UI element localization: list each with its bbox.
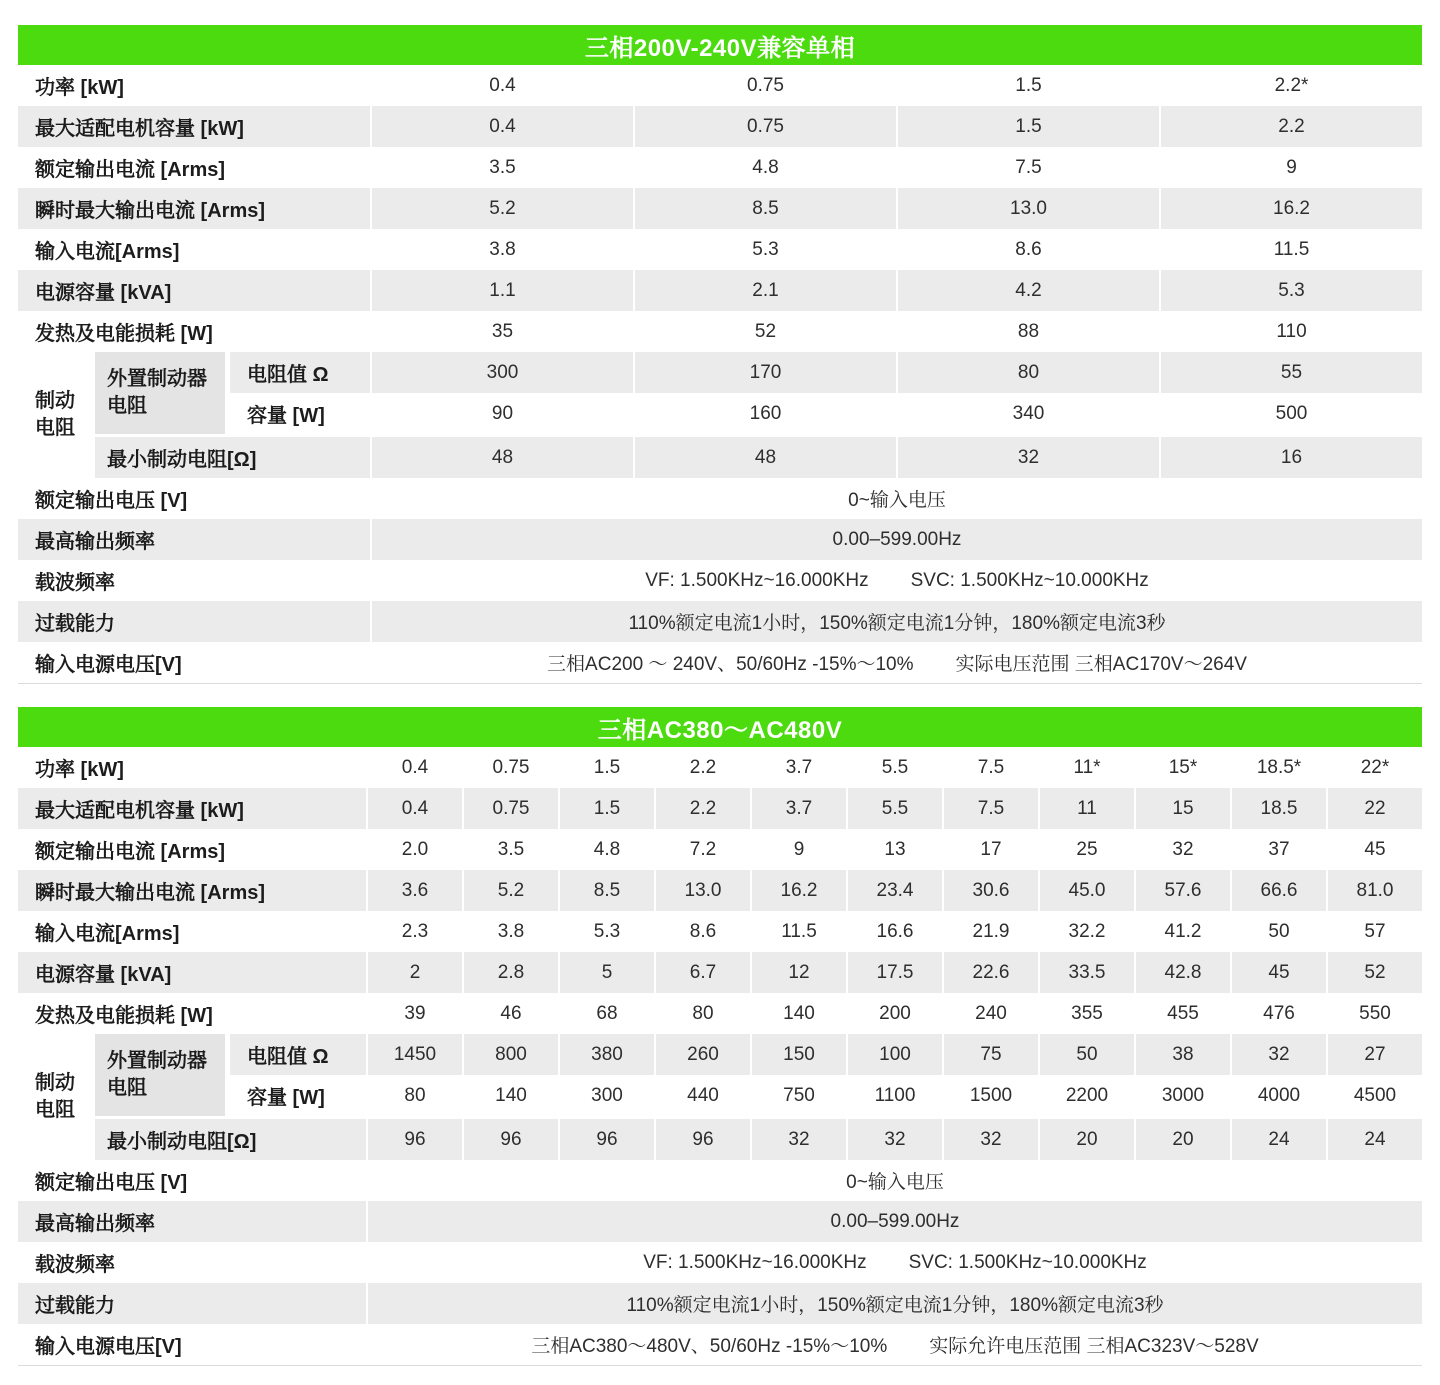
row-label: 最大适配电机容量 [kW] [18, 788, 366, 829]
value-cell: 2200 [1065, 1084, 1109, 1106]
value-cell: 5.5 [881, 756, 909, 778]
value-cell: 16 [1161, 437, 1422, 478]
spec-row [18, 188, 1422, 229]
row-label: 额定输出电压 [V] [35, 490, 188, 512]
spec-row [18, 952, 1422, 993]
value-cell: 33.5 [1040, 952, 1134, 993]
value-cell: 5.2 [372, 188, 633, 229]
row-label: 电阻值 Ω [230, 352, 370, 393]
full-row [18, 1201, 1422, 1242]
spec-row [18, 65, 1422, 106]
value-cell: 140 [783, 1002, 815, 1024]
value-cell: 39 [404, 1002, 426, 1024]
full-row [18, 519, 1422, 560]
table-three-phase-200v-body [18, 65, 1422, 684]
brake-sub-row [230, 352, 1422, 393]
row-value [368, 1283, 1422, 1324]
value-cell: 1.5 [898, 106, 1159, 147]
value-cell: 20 [1136, 1119, 1230, 1160]
value-cell: 11.5 [781, 920, 817, 942]
brake-sub-row [230, 393, 1422, 434]
value-cell: 0.4 [489, 74, 516, 96]
value-cell: 300 [591, 1084, 623, 1106]
full-row [18, 560, 1422, 601]
label-line: 外置制动器 [107, 1050, 207, 1072]
spec-row [18, 788, 1422, 829]
brake-external-label [95, 352, 225, 434]
row-value [372, 560, 1422, 601]
full-row [18, 1242, 1422, 1283]
value-cell: 140 [495, 1084, 527, 1106]
value-part: 0.00–599.00Hz [830, 1210, 960, 1232]
value-cell: 46 [500, 1002, 522, 1024]
value-cell: 48 [635, 437, 896, 478]
value-cell: 5.3 [1161, 270, 1422, 311]
value-cell: 35 [491, 320, 514, 342]
brake-right [95, 1034, 1422, 1160]
value-cell: 27 [1328, 1034, 1422, 1075]
value-cell: 3000 [1161, 1084, 1205, 1106]
table-three-phase-380v-body [18, 747, 1422, 1366]
row-label: 发热及电能损耗 [W] [35, 1005, 213, 1027]
value-cell: 41.2 [1164, 920, 1202, 942]
value-cell: 80 [404, 1084, 426, 1106]
full-row [18, 1283, 1422, 1324]
value-cell: 5 [560, 952, 654, 993]
label-line: 外置制动器 [107, 368, 207, 390]
row-label: 最小制动电阻[Ω] [95, 1119, 366, 1160]
value-cell: 45 [1364, 838, 1386, 860]
value-cell: 2.3 [401, 920, 429, 942]
table-three-phase-380v-header [18, 707, 1422, 747]
min-brake-row [95, 437, 1422, 478]
value-cell: 52 [1328, 952, 1422, 993]
value-cell: 90 [491, 402, 514, 424]
row-label: 载波频率 [35, 1254, 115, 1276]
value-cell: 32 [1172, 838, 1194, 860]
full-row [18, 1160, 1422, 1201]
value-cell: 1.1 [372, 270, 633, 311]
value-cell: 8.6 [1015, 238, 1042, 260]
value-cell: 17.5 [848, 952, 942, 993]
value-cell: 48 [372, 437, 633, 478]
value-cell: 0.75 [492, 756, 530, 778]
value-cell: 2.2 [656, 788, 750, 829]
value-cell: 150 [752, 1034, 846, 1075]
value-cell: 20 [1040, 1119, 1134, 1160]
value-part: 110%额定电流1小时，150%额定电流1分钟，180%额定电流3秒 [628, 613, 1166, 634]
value-part: VF: 1.500KHz~16.000KHz [643, 1251, 867, 1273]
brake-sub-row [230, 1034, 1422, 1075]
value-cell: 2 [368, 952, 462, 993]
value-cell: 200 [879, 1002, 911, 1024]
value-cell: 16.2 [1161, 188, 1422, 229]
value-cell: 2.0 [401, 838, 429, 860]
value-cell: 2.2 [689, 756, 717, 778]
value-cell: 7.2 [689, 838, 717, 860]
value-cell: 12 [752, 952, 846, 993]
brake-sub-rows [225, 1034, 1422, 1116]
spec-row [18, 147, 1422, 188]
value-cell: 0.4 [372, 106, 633, 147]
row-value [368, 1324, 1422, 1365]
row-label: 容量 [W] [247, 405, 325, 427]
value-cell: 13 [884, 838, 906, 860]
value-cell: 57 [1364, 920, 1386, 942]
value-cell: 2.1 [635, 270, 896, 311]
row-value [368, 1201, 1422, 1242]
row-label: 电阻值 Ω [230, 1034, 366, 1075]
value-cell: 17 [980, 838, 1002, 860]
value-cell: 160 [749, 402, 782, 424]
row-label: 过载能力 [18, 601, 370, 642]
value-part: 实际电压范围 三相AC170V～264V [955, 654, 1247, 675]
value-cell: 15* [1168, 756, 1198, 778]
value-cell: 6.7 [656, 952, 750, 993]
value-cell: 11* [1073, 756, 1101, 778]
value-cell: 23.4 [848, 870, 942, 911]
value-cell: 750 [783, 1084, 815, 1106]
value-cell: 8.5 [635, 188, 896, 229]
value-cell: 21.9 [972, 920, 1010, 942]
brake-external-block [95, 1034, 1422, 1116]
value-part: 0~输入电压 [846, 1172, 944, 1193]
label-line: 电阻 [35, 1099, 75, 1121]
value-part: VF: 1.500KHz~16.000KHz [645, 569, 869, 591]
value-cell: 4500 [1353, 1084, 1397, 1106]
spec-row [18, 993, 1422, 1034]
spec-row [18, 270, 1422, 311]
value-cell: 80 [898, 352, 1159, 393]
value-cell: 38 [1136, 1034, 1230, 1075]
value-cell: 476 [1263, 1002, 1295, 1024]
value-cell: 4.8 [752, 156, 779, 178]
value-cell: 75 [944, 1034, 1038, 1075]
value-cell: 2.2 [1161, 106, 1422, 147]
value-cell: 3.6 [368, 870, 462, 911]
brake-external-block [95, 352, 1422, 434]
value-cell: 170 [635, 352, 896, 393]
value-cell: 380 [560, 1034, 654, 1075]
value-cell: 800 [464, 1034, 558, 1075]
value-cell: 24 [1232, 1119, 1326, 1160]
value-cell: 50 [1268, 920, 1290, 942]
row-label: 额定输出电压 [V] [35, 1172, 188, 1194]
value-cell: 32 [752, 1119, 846, 1160]
full-row [18, 642, 1422, 683]
full-row [18, 601, 1422, 642]
value-cell: 500 [1275, 402, 1308, 424]
spec-row [18, 106, 1422, 147]
value-cell: 11 [1040, 788, 1134, 829]
brake-resistor-section [18, 352, 1422, 478]
row-label: 最高输出频率 [18, 519, 370, 560]
value-cell: 1.5 [560, 788, 654, 829]
value-cell: 340 [1012, 402, 1045, 424]
row-label: 发热及电能损耗 [W] [35, 323, 213, 345]
value-cell: 0.75 [464, 788, 558, 829]
row-label: 输入电流[Arms] [35, 923, 180, 945]
row-label: 额定输出电流 [Arms] [35, 159, 226, 181]
value-cell: 4.2 [898, 270, 1159, 311]
row-value [368, 1160, 1422, 1201]
value-cell: 37 [1268, 838, 1290, 860]
value-cell: 55 [1161, 352, 1422, 393]
label-line: 制动 [35, 1072, 75, 1094]
value-cell: 4000 [1257, 1084, 1301, 1106]
value-cell: 240 [975, 1002, 1007, 1024]
value-cell: 32 [848, 1119, 942, 1160]
value-cell: 52 [754, 320, 777, 342]
spec-row [18, 229, 1422, 270]
value-cell: 22* [1360, 756, 1390, 778]
row-label: 电源容量 [kVA] [18, 270, 370, 311]
value-cell: 4.8 [593, 838, 621, 860]
row-label: 瞬时最大输出电流 [Arms] [18, 870, 366, 911]
value-cell: 7.5 [977, 756, 1005, 778]
brake-resistor-section [18, 1034, 1422, 1160]
value-cell: 3.5 [489, 156, 516, 178]
full-row [18, 478, 1422, 519]
row-label: 载波频率 [35, 572, 115, 594]
value-cell: 45.0 [1040, 870, 1134, 911]
value-cell: 3.5 [497, 838, 525, 860]
spec-row [18, 747, 1422, 788]
value-cell: 3.8 [497, 920, 525, 942]
value-cell: 0.75 [747, 74, 784, 96]
value-cell: 355 [1071, 1002, 1103, 1024]
value-cell: 68 [596, 1002, 618, 1024]
value-cell: 0.4 [368, 788, 462, 829]
value-cell: 66.6 [1232, 870, 1326, 911]
value-cell: 5.5 [848, 788, 942, 829]
row-label: 功率 [kW] [35, 759, 124, 781]
row-label: 最高输出频率 [18, 1201, 366, 1242]
row-value [372, 519, 1422, 560]
row-label: 过载能力 [18, 1283, 366, 1324]
row-label: 最大适配电机容量 [kW] [18, 106, 370, 147]
label-line: 制动 [35, 390, 75, 412]
brake-right [95, 352, 1422, 478]
value-cell: 96 [656, 1119, 750, 1160]
row-value [368, 1242, 1422, 1283]
value-cell: 30.6 [944, 870, 1038, 911]
label-line: 电阻 [107, 395, 147, 417]
value-part: SVC: 1.500KHz~10.000KHz [908, 1251, 1147, 1273]
value-cell: 440 [687, 1084, 719, 1106]
value-cell: 22.6 [944, 952, 1038, 993]
value-cell: 22 [1328, 788, 1422, 829]
value-cell: 550 [1359, 1002, 1391, 1024]
value-cell: 96 [560, 1119, 654, 1160]
value-cell: 11.5 [1273, 238, 1310, 260]
row-label: 电源容量 [kVA] [18, 952, 366, 993]
value-part: 三相AC200 ～ 240V、50/60Hz -15%～10% [547, 654, 914, 675]
value-cell: 3.7 [785, 756, 813, 778]
value-part: 0~输入电压 [848, 490, 946, 511]
value-cell: 80 [692, 1002, 714, 1024]
value-cell: 32 [944, 1119, 1038, 1160]
value-cell: 16.6 [876, 920, 914, 942]
table-title: 三相200V-240V兼容单相 [584, 34, 856, 62]
value-cell: 3.8 [489, 238, 516, 260]
value-cell: 9 [793, 838, 805, 860]
value-cell: 8.6 [689, 920, 717, 942]
brake-sub-row [230, 1075, 1422, 1116]
value-cell: 96 [368, 1119, 462, 1160]
value-cell: 260 [656, 1034, 750, 1075]
row-label: 输入电源电压[V] [35, 654, 182, 676]
value-cell: 1100 [874, 1084, 916, 1106]
value-part: 0.00–599.00Hz [832, 528, 962, 550]
spec-row [18, 911, 1422, 952]
min-brake-row [95, 1119, 1422, 1160]
value-cell: 455 [1167, 1002, 1199, 1024]
value-part: 三相AC380～480V、50/60Hz -15%～10% [531, 1336, 888, 1357]
value-cell: 2.2* [1274, 74, 1309, 96]
value-part: 实际允许电压范围 三相AC323V～528V [929, 1336, 1259, 1357]
value-cell: 100 [848, 1034, 942, 1075]
value-cell: 110 [1276, 320, 1307, 342]
value-cell: 50 [1040, 1034, 1134, 1075]
value-cell: 18.5* [1256, 756, 1302, 778]
row-label: 输入电源电压[V] [35, 1336, 182, 1358]
value-cell: 3.7 [752, 788, 846, 829]
row-label: 瞬时最大输出电流 [Arms] [18, 188, 370, 229]
value-cell: 45 [1232, 952, 1326, 993]
value-cell: 57.6 [1136, 870, 1230, 911]
brake-external-label [95, 1034, 225, 1116]
table-title: 三相AC380～AC480V [597, 716, 843, 744]
value-cell: 1.5 [1015, 74, 1042, 96]
row-value [372, 601, 1422, 642]
value-cell: 96 [464, 1119, 558, 1160]
spec-row [18, 870, 1422, 911]
spec-row [18, 829, 1422, 870]
value-cell: 15 [1136, 788, 1230, 829]
value-cell: 1450 [368, 1034, 462, 1075]
value-cell: 25 [1076, 838, 1098, 860]
value-part: SVC: 1.500KHz~10.000KHz [910, 569, 1149, 591]
value-cell: 13.0 [898, 188, 1159, 229]
value-cell: 300 [372, 352, 633, 393]
value-cell: 1.5 [593, 756, 621, 778]
value-part: 110%额定电流1小时，150%额定电流1分钟，180%额定电流3秒 [626, 1295, 1164, 1316]
value-cell: 42.8 [1136, 952, 1230, 993]
value-cell: 24 [1328, 1119, 1422, 1160]
row-label: 功率 [kW] [35, 77, 124, 99]
row-value [372, 642, 1422, 683]
value-cell: 81.0 [1328, 870, 1422, 911]
value-cell: 1500 [969, 1084, 1013, 1106]
value-cell: 32.2 [1068, 920, 1106, 942]
brake-group-label [18, 352, 95, 478]
label-line: 电阻 [35, 417, 75, 439]
value-cell: 9 [1286, 156, 1297, 178]
brake-group-label [18, 1034, 95, 1160]
row-label: 额定输出电流 [Arms] [35, 841, 226, 863]
table-three-phase-380v [18, 707, 1422, 1366]
label-line: 电阻 [107, 1077, 147, 1099]
value-cell: 32 [898, 437, 1159, 478]
row-value [372, 478, 1422, 519]
value-cell: 18.5 [1232, 788, 1326, 829]
value-cell: 0.75 [635, 106, 896, 147]
value-cell: 16.2 [752, 870, 846, 911]
value-cell: 32 [1232, 1034, 1326, 1075]
row-label: 最小制动电阻[Ω] [95, 437, 370, 478]
full-row [18, 1324, 1422, 1365]
value-cell: 13.0 [656, 870, 750, 911]
spec-row [18, 311, 1422, 352]
value-cell: 5.2 [464, 870, 558, 911]
brake-sub-rows [225, 352, 1422, 434]
row-label: 输入电流[Arms] [35, 241, 180, 263]
table-three-phase-200v-header [18, 25, 1422, 65]
table-three-phase-200v [18, 25, 1422, 684]
value-cell: 88 [1017, 320, 1040, 342]
value-cell: 5.3 [593, 920, 621, 942]
value-cell: 8.5 [560, 870, 654, 911]
value-cell: 7.5 [1015, 156, 1042, 178]
value-cell: 0.4 [401, 756, 429, 778]
row-label: 容量 [W] [247, 1087, 325, 1109]
value-cell: 5.3 [752, 238, 779, 260]
value-cell: 7.5 [944, 788, 1038, 829]
value-cell: 2.8 [464, 952, 558, 993]
